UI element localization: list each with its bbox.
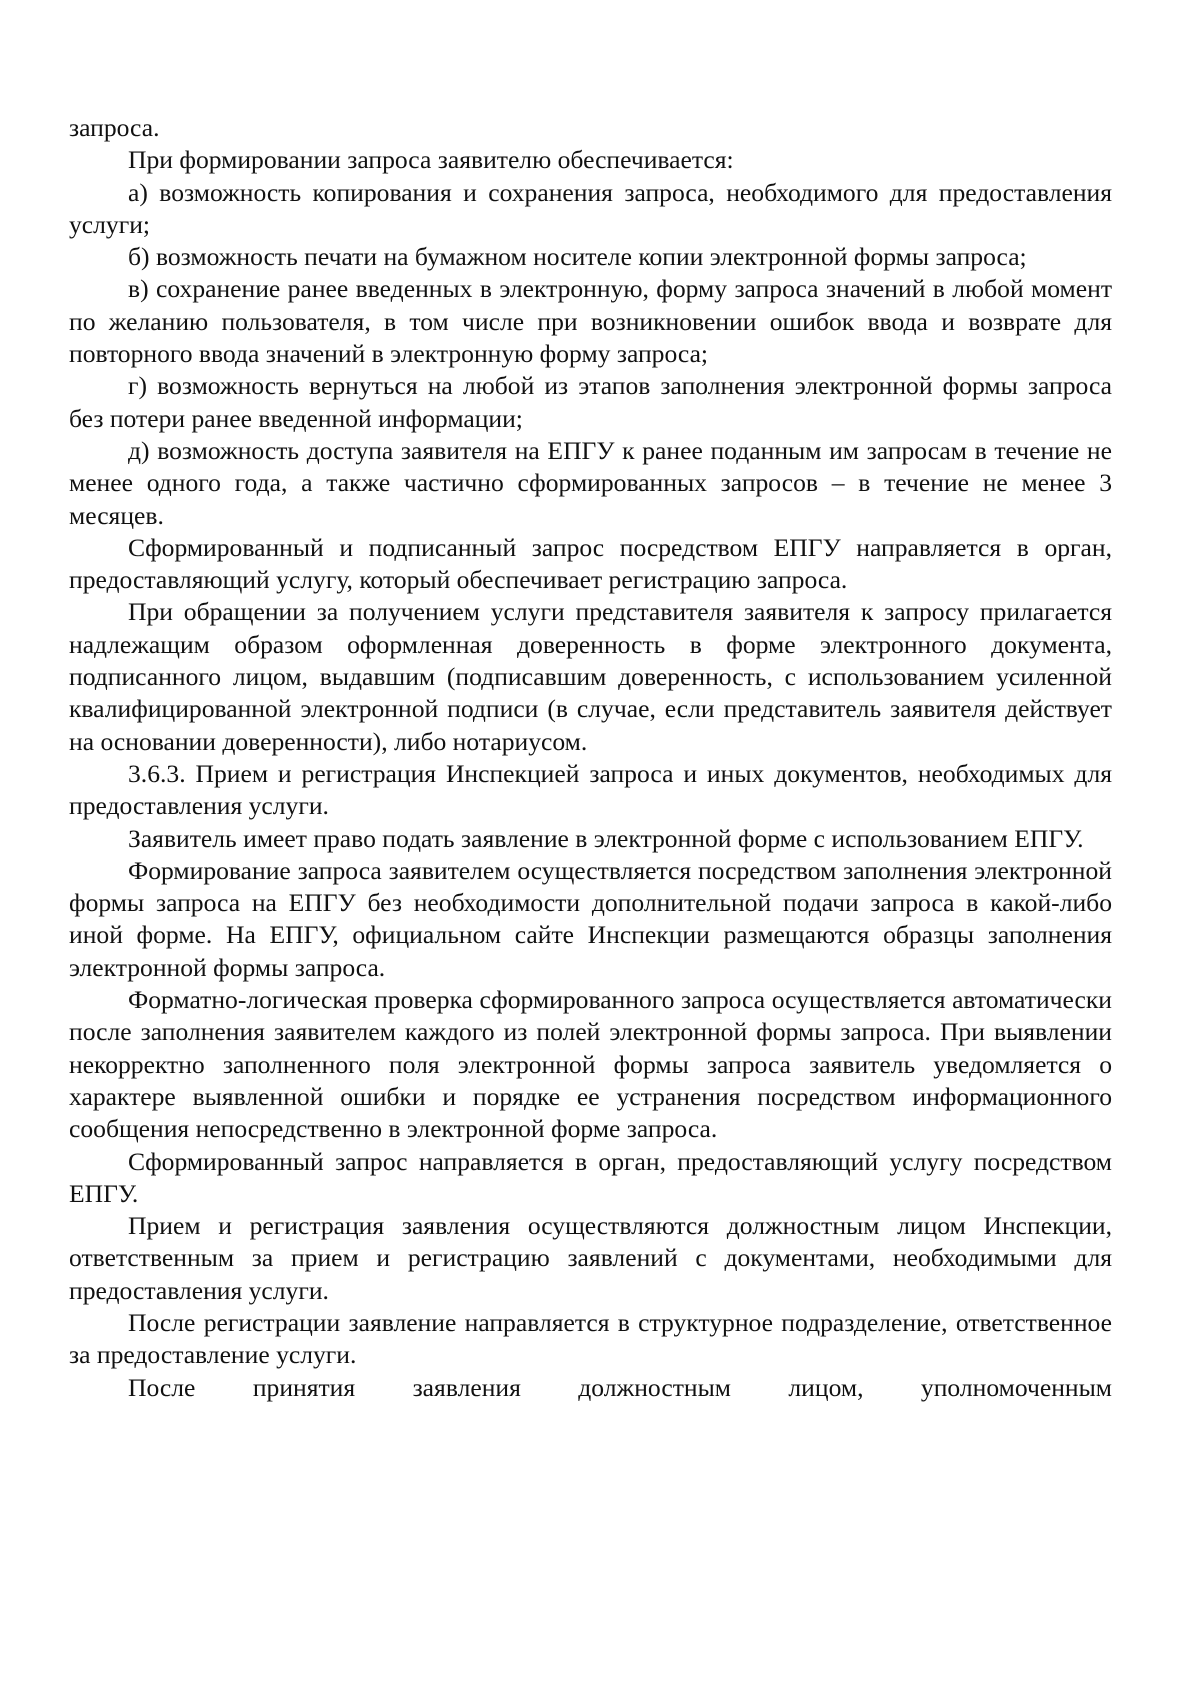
paragraph-request-forming: Формирование запроса заявителем осуществляется посредством заполнения электронной формы запроса на ЕПГУ без необходимости дополнительной подачи запроса в какой-либо иной форме. На ЕПГУ, официальном сайте Инспекции размещаются образцы заполнения электронной формы запроса. [69, 855, 1112, 982]
paragraph-representative: При обращении за получением услуги представителя заявителя к запросу прилагается надлежащим образом оформленная доверенность в форме электронного документа, подписанного лицом, выдавшим (подписавшим доверенность, с использованием усиленной квалифицированной электронной подписи (в случае, если представитель заявителя действует на основании доверенности), либо нотариусом. [69, 597, 1112, 756]
paragraph-after-acceptance: После принятия заявления должностным лицом, уполномоченным [128, 1372, 1112, 1402]
paragraph-after-registration: После регистрации заявление направляется в структурное подразделение, ответственное за предоставление услуги. [69, 1307, 1112, 1370]
list-item-a: а) возможность копирования и сохранения запроса, необходимого для предоставления услуги; [69, 177, 1112, 239]
paragraph-signed-request: Сформированный и подписанный запрос посредством ЕПГУ направляется в орган, предоставляющий услугу, который обеспечивает регистрацию запроса. [69, 532, 1112, 595]
paragraph-applicant-right: Заявитель имеет право подать заявление в электронной форме с использованием ЕПГУ. [128, 823, 1084, 853]
paragraph-reception-registration: Прием и регистрация заявления осуществляются должностным лицом Инспекции, ответственным за прием и регистрацию заявлений с документами, необходимыми для предоставления услуги. [69, 1211, 1112, 1305]
section-heading-3-6-3: 3.6.3. Прием и регистрация Инспекцией запроса и иных документов, необходимых для предоставления услуги. [69, 758, 1112, 821]
list-item-d: д) возможность доступа заявителя на ЕПГУ к ранее поданным им запросам в течение не менее одного года, а также частично сформированных запросов – в течение не менее 3 месяцев. [69, 435, 1112, 530]
paragraph-request-sent: Сформированный запрос направляется в орган, предоставляющий услугу посредством ЕПГУ. [69, 1146, 1112, 1208]
document-page [69, 112, 1112, 1404]
list-item-b: б) возможность печати на бумажном носителе копии электронной формы запроса; [128, 242, 1027, 272]
list-item-g: г) возможность вернуться на любой из этапов заполнения электронной формы запроса без потери ранее введенной информации; [69, 371, 1112, 433]
paragraph-continuation: запроса. [69, 113, 160, 142]
paragraph-format-check: Форматно-логическая проверка сформированного запроса осуществляется автоматически после заполнения заявителем каждого из полей электронной формы запроса. При выявлении некорректно заполненного поля электронной формы запроса заявитель уведомляется о характере выявленной ошибки и порядке ее устранения посредством информационного сообщения непосредственно в электронной форме запроса. [69, 985, 1112, 1144]
paragraph-request-provisions-intro: При формировании запроса заявителю обеспечивается: [128, 145, 734, 175]
list-item-v: в) сохранение ранее введенных в электронную, форму запроса значений в любой момент по желанию пользователя, в том числе при возникновении ошибок ввода и возврате для повторного ввода значений в электронную форму запроса; [69, 274, 1112, 369]
